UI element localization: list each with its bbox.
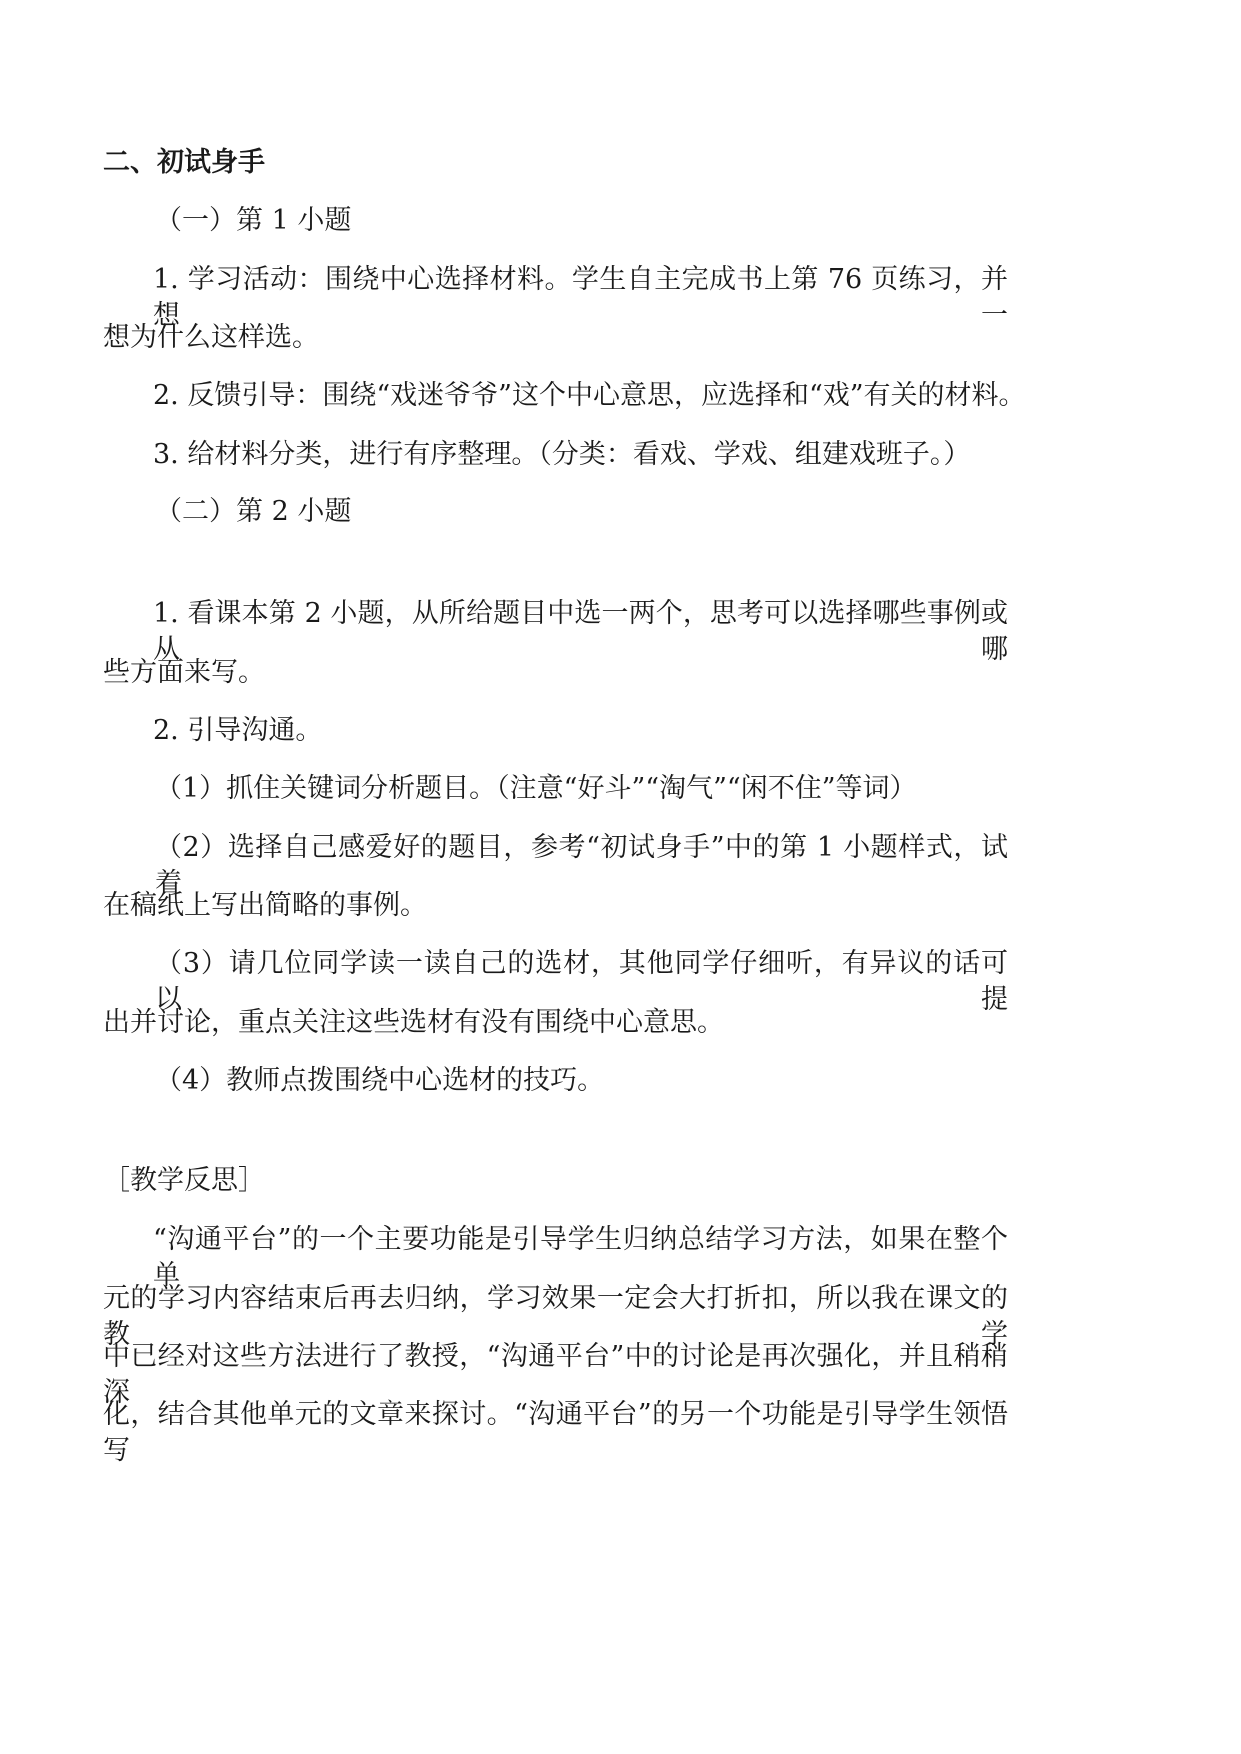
section-heading: 二、初试身手	[103, 147, 265, 178]
item-1-line-2: 些方面来写。	[103, 657, 265, 688]
reflection-line-2: 元的学习内容结束后再去归纳，学习效果一定会大打折扣，所以我在课文的教学	[103, 1283, 1008, 1350]
item-1-line-1: 1. 看课本第 2 小题，从所给题目中选一两个，思考可以选择哪些事例或从哪	[153, 598, 1008, 665]
paragraph-3: 3. 给材料分类，进行有序整理。（分类：看戏、学戏、组建戏班子。）	[153, 439, 971, 470]
paragraph-2: 2. 反馈引导：围绕“戏迷爷爷”这个中心意思，应选择和“戏”有关的材料。	[153, 380, 1026, 411]
reflection-title: ［教学反思］	[103, 1165, 265, 1196]
sub-item-1: （1）抓住关键词分析题目。（注意“好斗”“淘气”“闲不住”等词）	[155, 773, 917, 804]
reflection-line-3: 中已经对这些方法进行了教授，“沟通平台”中的讨论是再次强化，并且稍稍深	[103, 1341, 1008, 1408]
sub-item-2-line-1: （2）选择自己感爱好的题目，参考“初试身手”中的第 1 小题样式，试着	[155, 832, 1008, 899]
sub-item-3-line-1: （3）请几位同学读一读自己的选材，其他同学仔细听，有异议的话可以提	[155, 948, 1008, 1015]
reflection-line-1: “沟通平台”的一个主要功能是引导学生归纳总结学习方法，如果在整个单	[153, 1224, 1008, 1291]
subheading-1: （一）第 1 小题	[155, 205, 352, 236]
sub-item-2-line-2: 在稿纸上写出简略的事例。	[103, 890, 427, 921]
sub-item-3-line-2: 出并讨论，重点关注这些选材有没有围绕中心意思。	[103, 1007, 724, 1038]
item-2: 2. 引导沟通。	[153, 715, 323, 746]
reflection-line-4: 化，结合其他单元的文章来探讨。“沟通平台”的另一个功能是引导学生领悟写	[103, 1399, 1008, 1466]
subheading-2: （二）第 2 小题	[155, 496, 352, 527]
paragraph-1-line-2: 想为什么这样选。	[103, 322, 319, 353]
sub-item-4: （4）教师点拨围绕中心选材的技巧。	[155, 1065, 605, 1096]
paragraph-1-line-1: 1. 学习活动：围绕中心选择材料。学生自主完成书上第 76 页练习，并想一	[153, 264, 1008, 331]
